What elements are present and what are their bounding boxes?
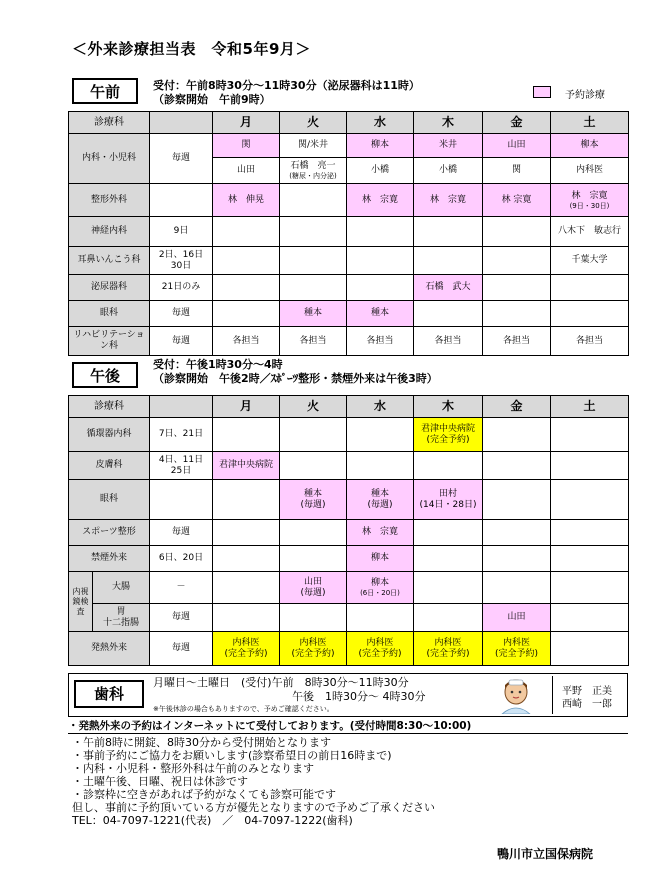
cell [414,418,483,452]
dept-i [93,604,150,632]
cell [280,546,347,572]
cell [213,217,280,247]
dental-doctor-1: 平野 正美 [562,686,612,697]
cell [483,418,551,452]
cell: 6日、20日 [150,546,213,572]
cell [414,480,483,520]
table-row [69,301,629,327]
cell [414,546,483,572]
cell [213,572,280,604]
cell: 各担当 [213,327,280,356]
header-fri: 金 [483,112,551,134]
header-mon: 月 [213,112,280,134]
header-fri: 金 [483,396,551,418]
cell [551,184,629,217]
cell [213,247,280,275]
cell [551,632,629,666]
cell-text: 内科医 [366,637,394,648]
cell [414,604,483,632]
cell [483,452,551,480]
cell-text: (完全予約) [426,648,470,659]
cell-text: (完全予約) [494,648,539,659]
dept-hinyo: 泌尿器科 [69,275,150,301]
cell [213,275,280,301]
notes-list [72,736,435,827]
cell [280,632,347,666]
legend-text: 予約診療 [565,90,605,101]
notice-head: ・発熱外来の予約はインターネットにて受付しております。(受付時間8:30～10:00) [68,720,628,734]
table-row [69,184,629,217]
cell: 小橋 [414,158,483,184]
cell [213,480,280,520]
cell-text: 内科医 [434,637,462,648]
cell: 柳本 [347,546,414,572]
cell: 八木下 敏志行 [551,217,629,247]
cell [414,217,483,247]
cell: 林 宗寛 [347,520,414,546]
cell: 毎週 [150,301,213,327]
cell [551,301,629,327]
freq-naika: 毎週 [150,134,213,184]
table-row [69,327,629,356]
cell: 種本 [280,301,347,327]
dental-line1: 月曜日～土曜日 (受付)午前 8時30分～11時30分 [153,676,409,689]
dept-shinkei: 神経内科 [69,217,150,247]
hospital-name: 鴨川市立国保病院 [497,847,594,861]
table-row [69,275,629,301]
cell [347,632,414,666]
morning-reception: 受付：午前8時30分～11時30分（泌尿器科は11時） [153,79,420,92]
header-tue: 火 [280,112,347,134]
cell: 各担当 [347,327,414,356]
cell-note: (9日・30日) [569,201,610,210]
table-row [69,632,629,666]
morning-table [68,111,629,356]
cell [213,520,280,546]
table-header-row [69,396,629,418]
cell [483,546,551,572]
cell [483,301,551,327]
cell-text: (毎週) [367,499,393,510]
afternoon-label: 午後 [72,362,138,388]
cell-text: 君津中央病院 [420,423,475,434]
cell-text: (完全予約) [358,648,402,659]
cell-text: 25日 [170,465,192,476]
cell [347,572,414,604]
cell-text: 十二指腸 [102,617,139,628]
cell: 柳本 [347,134,414,158]
dept-hifu: 皮膚科 [69,452,150,480]
table-row [69,247,629,275]
cell [551,418,629,452]
note-item: ・午前8時に開錠、8時30分から受付開始となります [72,736,331,749]
cell: 林 伸晃 [213,184,280,217]
legend-swatch [533,86,551,98]
cell: 林 宗寛 [483,184,551,217]
cell [280,184,347,217]
cell: 関 [483,158,551,184]
cell: 林 宗寛 [414,184,483,217]
dept-junkan: 循環器内科 [69,418,150,452]
cell-text: 胃 [116,606,126,617]
cell [347,480,414,520]
cell: 千葉大学 [551,247,629,275]
table-row [69,604,629,632]
cell-text: 種本 [303,488,322,499]
cell-text: (毎週) [300,587,326,598]
cell-text: 4日、11日 [158,454,204,465]
morning-start: （診察開始 午前9時） [153,93,271,106]
table-row [69,217,629,247]
cell [280,158,347,184]
cell [551,275,629,301]
cell [483,572,551,604]
dept-ganka: 眼科 [69,301,150,327]
note-item: ・内科・小児科・整形外科は午前のみとなります [72,762,314,775]
cell [551,604,629,632]
note-item: 但し、事前に予約頂いている方が優先となりますので予めご了承ください [72,801,435,814]
cell [483,247,551,275]
table-row [69,520,629,546]
cell: 山田 [213,158,280,184]
cell [483,217,551,247]
cell: 21日のみ [150,275,213,301]
cell-note: (6日・20日) [360,589,400,597]
cell: 毎週 [150,632,213,666]
cell [213,632,280,666]
cell: 林 宗寛 [347,184,414,217]
table-row [69,418,629,452]
header-freq [150,396,213,418]
cell [150,184,213,217]
cell [414,572,483,604]
header-dept: 診療科 [69,112,150,134]
header-mon: 月 [213,396,280,418]
cell-text: 林 宗寛 [571,190,608,201]
cell-text: 種本 [370,488,389,499]
dept-sports: スポーツ整形 [69,520,150,546]
cell [347,247,414,275]
cell [347,452,414,480]
cell [280,217,347,247]
cell [551,572,629,604]
cell: 各担当 [414,327,483,356]
header-dept: 診療科 [69,396,150,418]
dept-daicho: 大腸 [93,572,150,604]
table-row [69,134,629,158]
dept-jibi: 耳鼻いんこう科 [69,247,150,275]
cell [150,247,213,275]
cell: 各担当 [280,327,347,356]
page-title: ＜外来診療担当表 令和5年9月＞ [72,40,311,58]
note-item: ・診察枠に空きがあれば予約がなくても診察可能です [72,788,336,801]
cell: － [150,572,213,604]
dental-line2: 午後 1時30分～ 4時30分 [292,690,426,703]
dept-reha: リハビリテーション科 [69,327,150,356]
nurse-illustration-icon [496,676,536,714]
morning-label: 午前 [72,78,138,104]
cell [213,546,280,572]
cell [213,301,280,327]
cell [280,452,347,480]
cell-text: (完全予約) [426,434,470,445]
cell [483,520,551,546]
cell [551,480,629,520]
table-header-row [69,112,629,134]
cell: 内科医 [551,158,629,184]
cell-text: 山田 [303,576,322,587]
dept-seikei: 整形外科 [69,184,150,217]
afternoon-start: （診察開始 午後2時／ｽﾎﾟｰﾂ整形・禁煙外来は午後3時） [153,372,438,385]
cell-text: 2日、16日 [158,249,204,260]
table-row [69,452,629,480]
cell-text: 田村 [438,488,457,499]
dept-hatsunetsu: 発熱外来 [69,632,150,666]
cell [347,604,414,632]
cell-text: (完全予約) [291,648,335,659]
cell-text: 柳本 [370,578,389,588]
header-freq [150,112,213,134]
cell: 9日 [150,217,213,247]
cell [347,275,414,301]
cell [414,452,483,480]
cell: 小橋 [347,158,414,184]
header-thu: 木 [414,112,483,134]
cell [280,247,347,275]
cell [483,632,551,666]
cell: 米井 [414,134,483,158]
cell [280,480,347,520]
cell [280,520,347,546]
header-sat: 土 [551,112,629,134]
header-thu: 木 [414,396,483,418]
header-tue: 火 [280,396,347,418]
cell-note: (糖尿・内分泌) [289,172,337,180]
tel: TEL：04-7097-1221(代表) ／ 04-7097-1222(歯科) [72,814,353,827]
cell [150,480,213,520]
header-wed: 水 [347,396,414,418]
table-row [69,572,629,604]
cell [150,452,213,480]
cell-text: (完全予約) [224,648,268,659]
cell: 毎週 [150,520,213,546]
cell [414,520,483,546]
cell [280,572,347,604]
afternoon-reception: 受付：午後1時30分～4時 [153,358,283,371]
dept-naika: 内科・小児科 [69,134,150,184]
cell: 柳本 [551,134,629,158]
cell [280,604,347,632]
cell [347,217,414,247]
table-row [69,546,629,572]
cell [414,247,483,275]
cell-text: 石橋 亮一 [290,161,336,171]
cell: 各担当 [551,327,629,356]
dental-doctor-2: 西崎 一郎 [562,699,612,710]
cell: 種本 [347,301,414,327]
cell: 石橋 武大 [414,275,483,301]
dental-label: 歯科 [74,680,144,708]
cell: 山田 [483,604,551,632]
header-wed: 水 [347,112,414,134]
cell [551,546,629,572]
cell: 関 [213,134,280,158]
cell: 各担当 [483,327,551,356]
dental-note: ※午後休診の場合もありますので、予めご確認ください。 [153,705,334,713]
cell-text: 内科医 [502,637,530,648]
cell: 毎週 [150,327,213,356]
cell: 関/米井 [280,134,347,158]
cell-text: (14日・28日) [419,499,477,510]
cell [280,418,347,452]
cell: 山田 [483,134,551,158]
cell [483,275,551,301]
table-row [69,480,629,520]
dept-kinen: 禁煙外来 [69,546,150,572]
cell-text: 内科医 [299,637,327,648]
afternoon-table [68,395,629,666]
cell [213,418,280,452]
cell [347,418,414,452]
note-item: ・事前予約にご協力をお願いします(診察希望日の前日16時まで) [72,749,392,762]
cell: 7日、21日 [150,418,213,452]
cell [483,480,551,520]
dept-naishikyo: 内視鏡検査 [69,572,93,632]
dept-ganka-pm: 眼科 [69,480,150,520]
header-sat: 土 [551,396,629,418]
note-item: ・土曜午後、日曜、祝日は休診です [72,775,248,788]
cell [280,275,347,301]
cell-text: (毎週) [300,499,326,510]
cell-text: 30日 [170,260,192,271]
cell [213,604,280,632]
cell [551,452,629,480]
cell-text: 内科医 [232,637,260,648]
cell [551,520,629,546]
cell [414,632,483,666]
cell: 毎週 [150,604,213,632]
cell [414,301,483,327]
cell: 君津中央病院 [213,452,280,480]
